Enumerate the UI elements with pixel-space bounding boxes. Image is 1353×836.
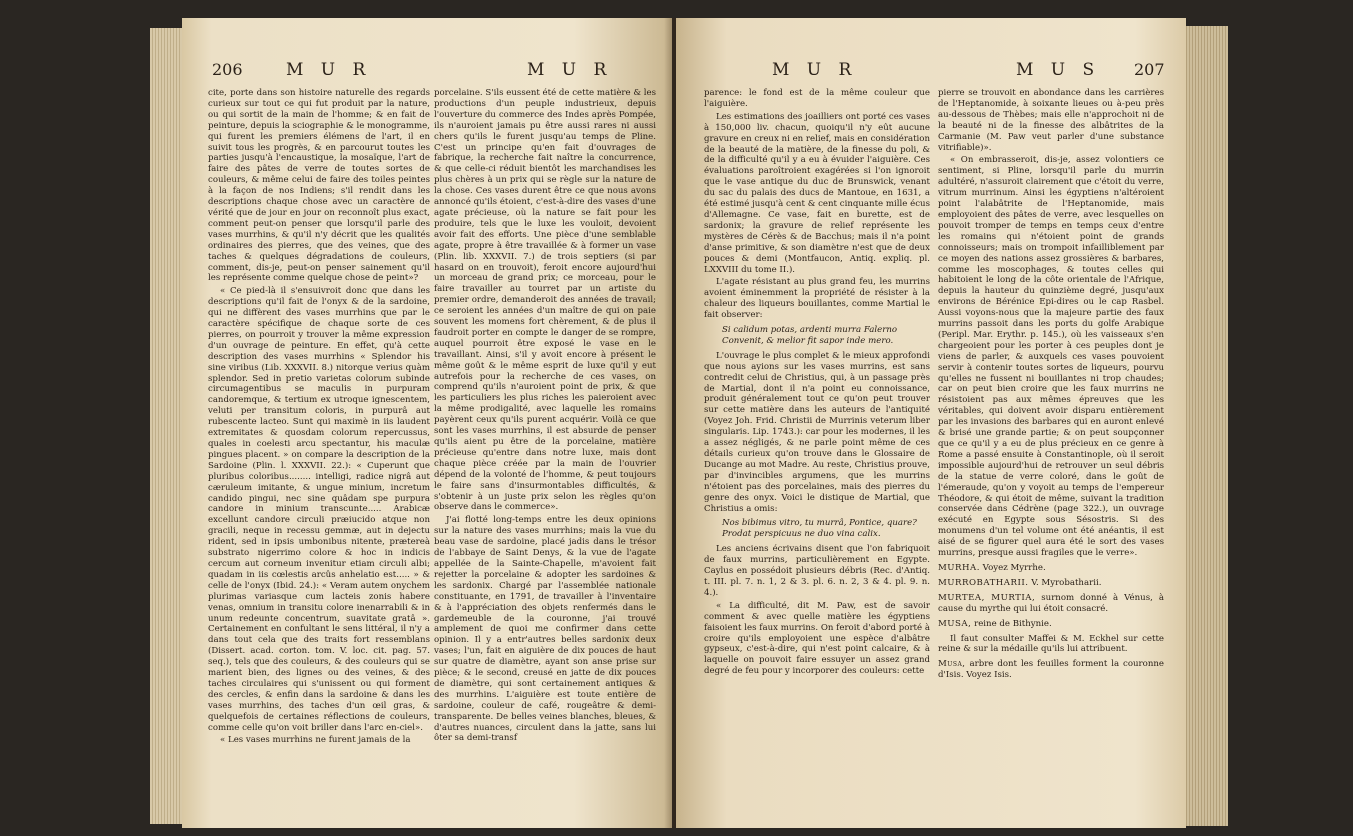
left-page-edges bbox=[150, 28, 184, 824]
left-page bbox=[182, 18, 672, 828]
paragraph: parence: le fond est de la même couleur que l'aiguière. bbox=[704, 88, 930, 109]
entry-body: V. Myrobatharii. bbox=[1028, 577, 1102, 588]
paragraph: Les anciens écrivains disent que l'on fabriquoit de faux murrins, particulièrement en Egypte. Caylus en possédoit plusieurs débris (Rec. d'Antiq. t. III. pl. 7. n. 1, 2 & 3. pl. 6. n. 2, 3 & 4. pl. 9. n. 4.). bbox=[704, 544, 930, 598]
paragraph: « On embrasseroit, dis-je, assez volontiers ce sentiment, si Pline, lorsqu'il parle du murrin adultéré, n'assuroit clairement que c'étoit du verre, vitrum murrinum. Ainsi les égyptiens n'altéroient point l'alabâtrite de l'Heptanomide, mais employoient des pâtes de verre, avec lesquelles on pouvoit tromper de temps en temps ceux d'entre les romains qui n'étoient point de grands connoisseurs; mais on trompoit infailliblement par ce moyen des nations assez grossières & barbares, comme les moscophages, & toutes celles qui habitoient le long de la côte orientale de l'Afrique, depuis la hauteur du quinzième degré, jusqu'aux environs de Bérénice Epi-dires ou le cap Rasbel. Aussi voyons-nous que la majeure partie des faux murrins passoit dans les ports du golfe Arabique (Peripl. Mar. Erythr. p. 145.), où les vaisseaux s'en chargeoient pour les porter à ces peuples dont je viens de parler, & auxquels ces vases pouvoient servir à contenir toutes sortes de liqueurs, pourvu qu'elles ne fussent ni bouillantes ni trop chaudes; car on peut bien croire que les faux murrins ne résistoient pas aux mêmes épreuves que les véritables, qui doivent avoir disparu entièrement par les invasions des barbares qui en auront enlevé & brisé une grande partie; & on peut soupçonner que ce qu'il y a eu de plus précieux en ce genre à Rome a passé ensuite à Constantinople, où il seroit impossible aujourd'hui de retrouver un seul débris de la statue de verre coloré, dans le goût de l'émeraude, qu'on y voyoit au temps de l'empereur Théodore, & qui étoit de même, suivant la tradition conservée dans Cédrène (page 322.), un ouvrage exécuté en Egypte sous Sésostris. Si des monumens d'un tel volume ont été anéantis, il est aisé de se figurer quel aura été le sort des vases murrins, presque aussi fragiles que le verre». bbox=[938, 155, 1164, 559]
entry-body: Voyez Myrrhe. bbox=[979, 562, 1046, 573]
entry-headword: MURHA. bbox=[938, 562, 980, 573]
verse-quote: Nos bibimus vitro, tu murrâ, Pontice, quare? Prodat perspicuus ne duo vina calix. bbox=[722, 518, 917, 540]
dictionary-entry bbox=[938, 619, 1164, 630]
right-header-left: M U R bbox=[772, 60, 858, 80]
left-page-number: 206 bbox=[212, 60, 243, 79]
entry-body: surnom donné à Vénus, à cause du myrthe qui lui étoit consacré. bbox=[938, 592, 1164, 614]
dictionary-entry bbox=[938, 578, 1164, 589]
left-column-2 bbox=[434, 88, 656, 816]
right-page-edges bbox=[1184, 26, 1228, 826]
dictionary-entry bbox=[938, 593, 1164, 615]
entry-headword: Musa, bbox=[938, 659, 966, 670]
left-column-1 bbox=[208, 88, 430, 816]
entry-headword: MUSA, bbox=[938, 618, 972, 629]
paragraph: « Les vases murrhins ne furent jamais de la bbox=[220, 735, 411, 746]
entry-body: reine de Bithynie. bbox=[971, 618, 1052, 629]
right-page-number: 207 bbox=[1134, 60, 1165, 79]
paragraph: L'ouvrage le plus complet & le mieux approfondi que nous ayions sur les vases murrins, est sans contredit celui de Christius, qui, à un passage près de Martial, dont il n'a point eu connoissance, produit généralement tout ce qu'on peut trouver sur cette matière dans les auteurs de l'antiquité (Voyez Joh. Frid. Christii de Murrinis veterum liber singularis. Lip. 1743.): car pour les modernes, il les a assez négligés, & ne parle point même de ces détails curieux qu'on trouve dans le Glossaire de Ducange au mot Madre. Au reste, Christius prouve, par d'invincibles argumens, que les murrins n'étoient pas des porcelaines, mais des pierres du genre des onyx. Voici le distique de Martial, que Christius a omis: bbox=[704, 350, 930, 514]
paragraph: J'ai flotté long-temps entre les deux opinions sur la nature des vases murrhins; mais la vue du beau vase de sardoine, placé jadis dans le trésor de l'abbaye de Saint Denys, & la vue de l'agate appellée de la Sainte-Chapelle, m'avoient fait rejetter la porcelaine & adopter les sardoines & les sardonix. Chargé par l'assemblée nationale constituante, en 1791, de travailler à l'inventaire & à l'appréciation des objets renfermés dans le gardemeuble de la couronne, j'ai trouvé amplement de quoi me confirmer dans cette opinion. Il y a entr'autres belles sardonix deux vases; l'un, fait en aiguière de dix pouces de haut sur quatre de diamètre, ayant son anse prise sur pièce; & le second, creusé en jatte de dix pouces de diamètre, qui sont certainement antiques & des murrhins. L'aiguière est toute entière de sardoine, couleur de café, rougeâtre & demi-transparente. De belles veines blanches, bleues, & d'autres nuances, circulent dans la jatte, sans lui ôter sa demi-transf bbox=[434, 515, 656, 744]
verse-quote: Si calidum potas, ardenti murra Falerno Convenit, & melior fit sapor inde mero. bbox=[722, 325, 898, 346]
paragraph: porcelaine. S'ils eussent été de cette matière & les productions d'un peuple industrieux, depuis l'ouverture du commerce des Indes après Pompée, ils n'auroient jamais pu être aussi rares ni aussi chers qu'ils le furent jusqu'au temps de Pline. C'est un principe qu'en fait d'ouvrages de fabrique, la recherche fait naître la concurrence, & que celle-ci réduit bientôt les marchandises les plus chères à un prix qui se règle sur la nature de la chose. Ces vases durent être ce que nous avons annoncé qu'ils étoient, c'est-à-dire des vases d'une agate précieuse, où la nature se fait pour les produire, tels que le luxe les vouloit, devoient avoir fait des efforts. Une pièce d'une semblable agate, propre à être travaillée & à former un vase (Plin. lib. XXXVII. 7.) de trois septiers (si par hasard on en trouvoit), feroit encore aujourd'hui un morceau de grand prix; ce morceau, pour le faire travailler au tourret par un artiste du premier ordre, demanderoit des années de travail; ce seroient les années d'un maître de qui on paie souvent les momens fort chèrement, & de plus il faudroit porter en compte le danger de se rompre, auquel pourroit être exposé le vase en le travaillant. Ainsi, s'il y avoit encore à présent le même goût & le même esprit de luxe qu'il y eut autrefois pour la recherche de ces vases, on comprend qu'ils n'auroient point de prix, & que les particuliers les plus riches les paieroient avec la même prodigalité, avec laquelle les romains payèrent ceux qu'ils purent acquérir. Voilà ce que sont les vases murrhins, il est absurde de penser qu'ils aient pu être de la porcelaine, matière précieuse qu'entre dans notre luxe, mais dont chaque pièce créée par la main de l'ouvrier dépend de la volonté de l'homme, & peut toujours le faire sans d'insurmontables difficultés, & s'obtenir à un juste prix selon les règles qu'on observe dans le commerce». bbox=[434, 88, 656, 513]
dictionary-entry bbox=[938, 563, 1164, 574]
right-page bbox=[676, 18, 1186, 828]
entry-headword: MURROBATHARII. bbox=[938, 577, 1029, 588]
left-header-right: M U R bbox=[527, 60, 613, 80]
right-column-1 bbox=[704, 88, 930, 816]
paragraph: L'agate résistant au plus grand feu, les murrins avoient éminemment la propriété de résister à la chaleur des liqueurs bouillantes, comme Martial le fait observer: bbox=[704, 277, 930, 321]
paragraph: Les estimations des joailliers ont porté ces vases à 150,000 liv. chacun, quoiqu'il n'y eût aucune gravure en creux ni en relief, mais en considération de la beauté de la matière, de la finesse du poli, & de la difficulté qu'il y a eu à évuider l'aiguière. Ces évaluations paroîtroient exagérées si l'on ignoroit que le vase antique du duc de Brunswick, venant du sac du palais des ducs de Mantoue, en 1631, a été estimé jusqu'à cent & cent cinquante mille écus d'Allemagne. Ce vase, fait en burette, est de sardonix; la gravure de relief représente les mystères de Cérès & de Bacchus; mais il n'a point d'anse primitive, & son diamètre n'est que de deux pouces & demi (Montfaucon, Antiq. expliq. pl. LXXVIII du tome II.). bbox=[704, 111, 930, 275]
dictionary-entry bbox=[938, 659, 1164, 681]
entry-body: arbre dont les feuilles forment la couronne d'Isis. Voyez Isis. bbox=[938, 659, 1164, 681]
paragraph: « Ce pied-là il s'ensuivroit donc que dans les descriptions qu'il fait de l'onyx & de la sardoine, qui ne diffèrent des vases murrhins que par le caractère spécifique de chaque sorte de ces pierres, on pourroit y trouver la même expression d'un ouvrage de peinture. En effet, qu'à cette description des vases murrhins « Splendor his sine viribus (Lib. XXXVII. 8.) nitorque verius quàm splendor. Sed in pretio varietas colorum subinde circumagentibus se maculis in purpuram candoremque, & tertium ex utroque ignescentem, veluti per transitum coloris, in purpurâ aut rubescente lacteo. Sunt qui maximè in iis laudent extremitates & quosdam colorum repercussus, quales in coelesti arcu spectantur, his maculæ pingues placent. » on compare la description de la Sardoine (Plin. l. XXXVII. 22.): « Cuperunt que pluribus coloribus........ intelligi, radice nigrâ aut cæruleum imitante, & ungue minium, incretum candido pingui, nec sine quâdam spe purpura candore in minium transcunte..... Arabicæ excellunt candore circuli præiucido atque non gracili, neque in recessu gemmæ, aut in dejectu rident, sed in ipsis umbonibus nitente, prætereà substrato nigerrimo colore & hoc in indicis cercum aut corneum invenitur etiam circuli albi; quadam in iis cœlestis arcûs anhelatio est..... » & celle de l'onyx (Ibid. 24.): « Veram autem onychem plurimas variasque cum lacteis zonis habere venas, omnium in transitu colore inenarrabili & in unum redeunte concentrum, suavitate gratâ ». Certainement en confultant le sens littéral, il n'y a dans tout cela que des traits fort ressemblans (Dissert. acad. corton. tom. V. loc. cit. pag. 57. seq.), tels que des couleurs, & des couleurs qui se marient bien, des lignes ou des veines, & des taches circulaires qui s'unissent ou qui forment des cercles, & enfin dans la sardoine & dans les vases murrhins, des taches d'un œil gras, & quelquefois de certaines réflections de couleurs, comme celle qu'on voit briller dans l'arc en-ciel». bbox=[208, 286, 430, 733]
paragraph: Il faut consulter Maffei & M. Eckhel sur cette reine & sur la médaille qu'ils lui attribuent. bbox=[938, 633, 1164, 655]
paragraph: pierre se trouvoit en abondance dans les carrières de l'Heptanomide, à soixante lieues ou à-peu près au-dessous de Thèbes; mais elle n'approchoit ni de la beauté ni de la finesse des albâtrites de la Carmanie (M. Paw veut parler d'une substance vitrifiable)». bbox=[938, 88, 1164, 153]
paragraph: cite, porte dans son histoire naturelle des regards curieux sur tout ce qui fut produit par la nature, ou qui sortit de la main de l'homme; & en fait de peinture, depuis la sciographie & le monogramme, qui furent les premiers élémens de l'art, il en suivit tous les progrès, & en parcourut toutes les parties jusqu'à l'encaustique, la mosaïque, l'art de faire des pâtes de verre de toutes sortes de couleurs, & même celui de faire des toiles peintes à la façon de nos Indiens; s'il rendit dans les descriptions chaque chose avec un caractère de vérité que de jour en jour on reconnoît plus exact, comment peut-on penser que lorsqu'il parle des vases murrhins, & qu'il n'y décrit que les qualités ordinaires des pierres, que des veines, que des taches & quelques dégradations de couleurs, comment, dis-je, peut-on penser sainement qu'il les représente comme quelque chose de peint»? bbox=[208, 88, 430, 284]
right-header-right: M U S bbox=[1016, 60, 1101, 80]
paragraph: « La difficulté, dit M. Paw, est de savoir comment & avec quelle matière les égyptiens faisoient les faux murrins. On feroit d'abord porté à croire qu'ils employoient une espèce d'albâtre gypseux, c'est-à-dire, qui n'est point calcaire, & à laquelle on pouvoit faire essuyer un assez grand degré de feu pour y incorporer des couleurs: cette bbox=[704, 600, 930, 677]
left-header-left: M U R bbox=[286, 60, 372, 80]
entry-headword: MURTEA, MURTIA, bbox=[938, 592, 1036, 603]
right-column-2 bbox=[938, 88, 1164, 816]
